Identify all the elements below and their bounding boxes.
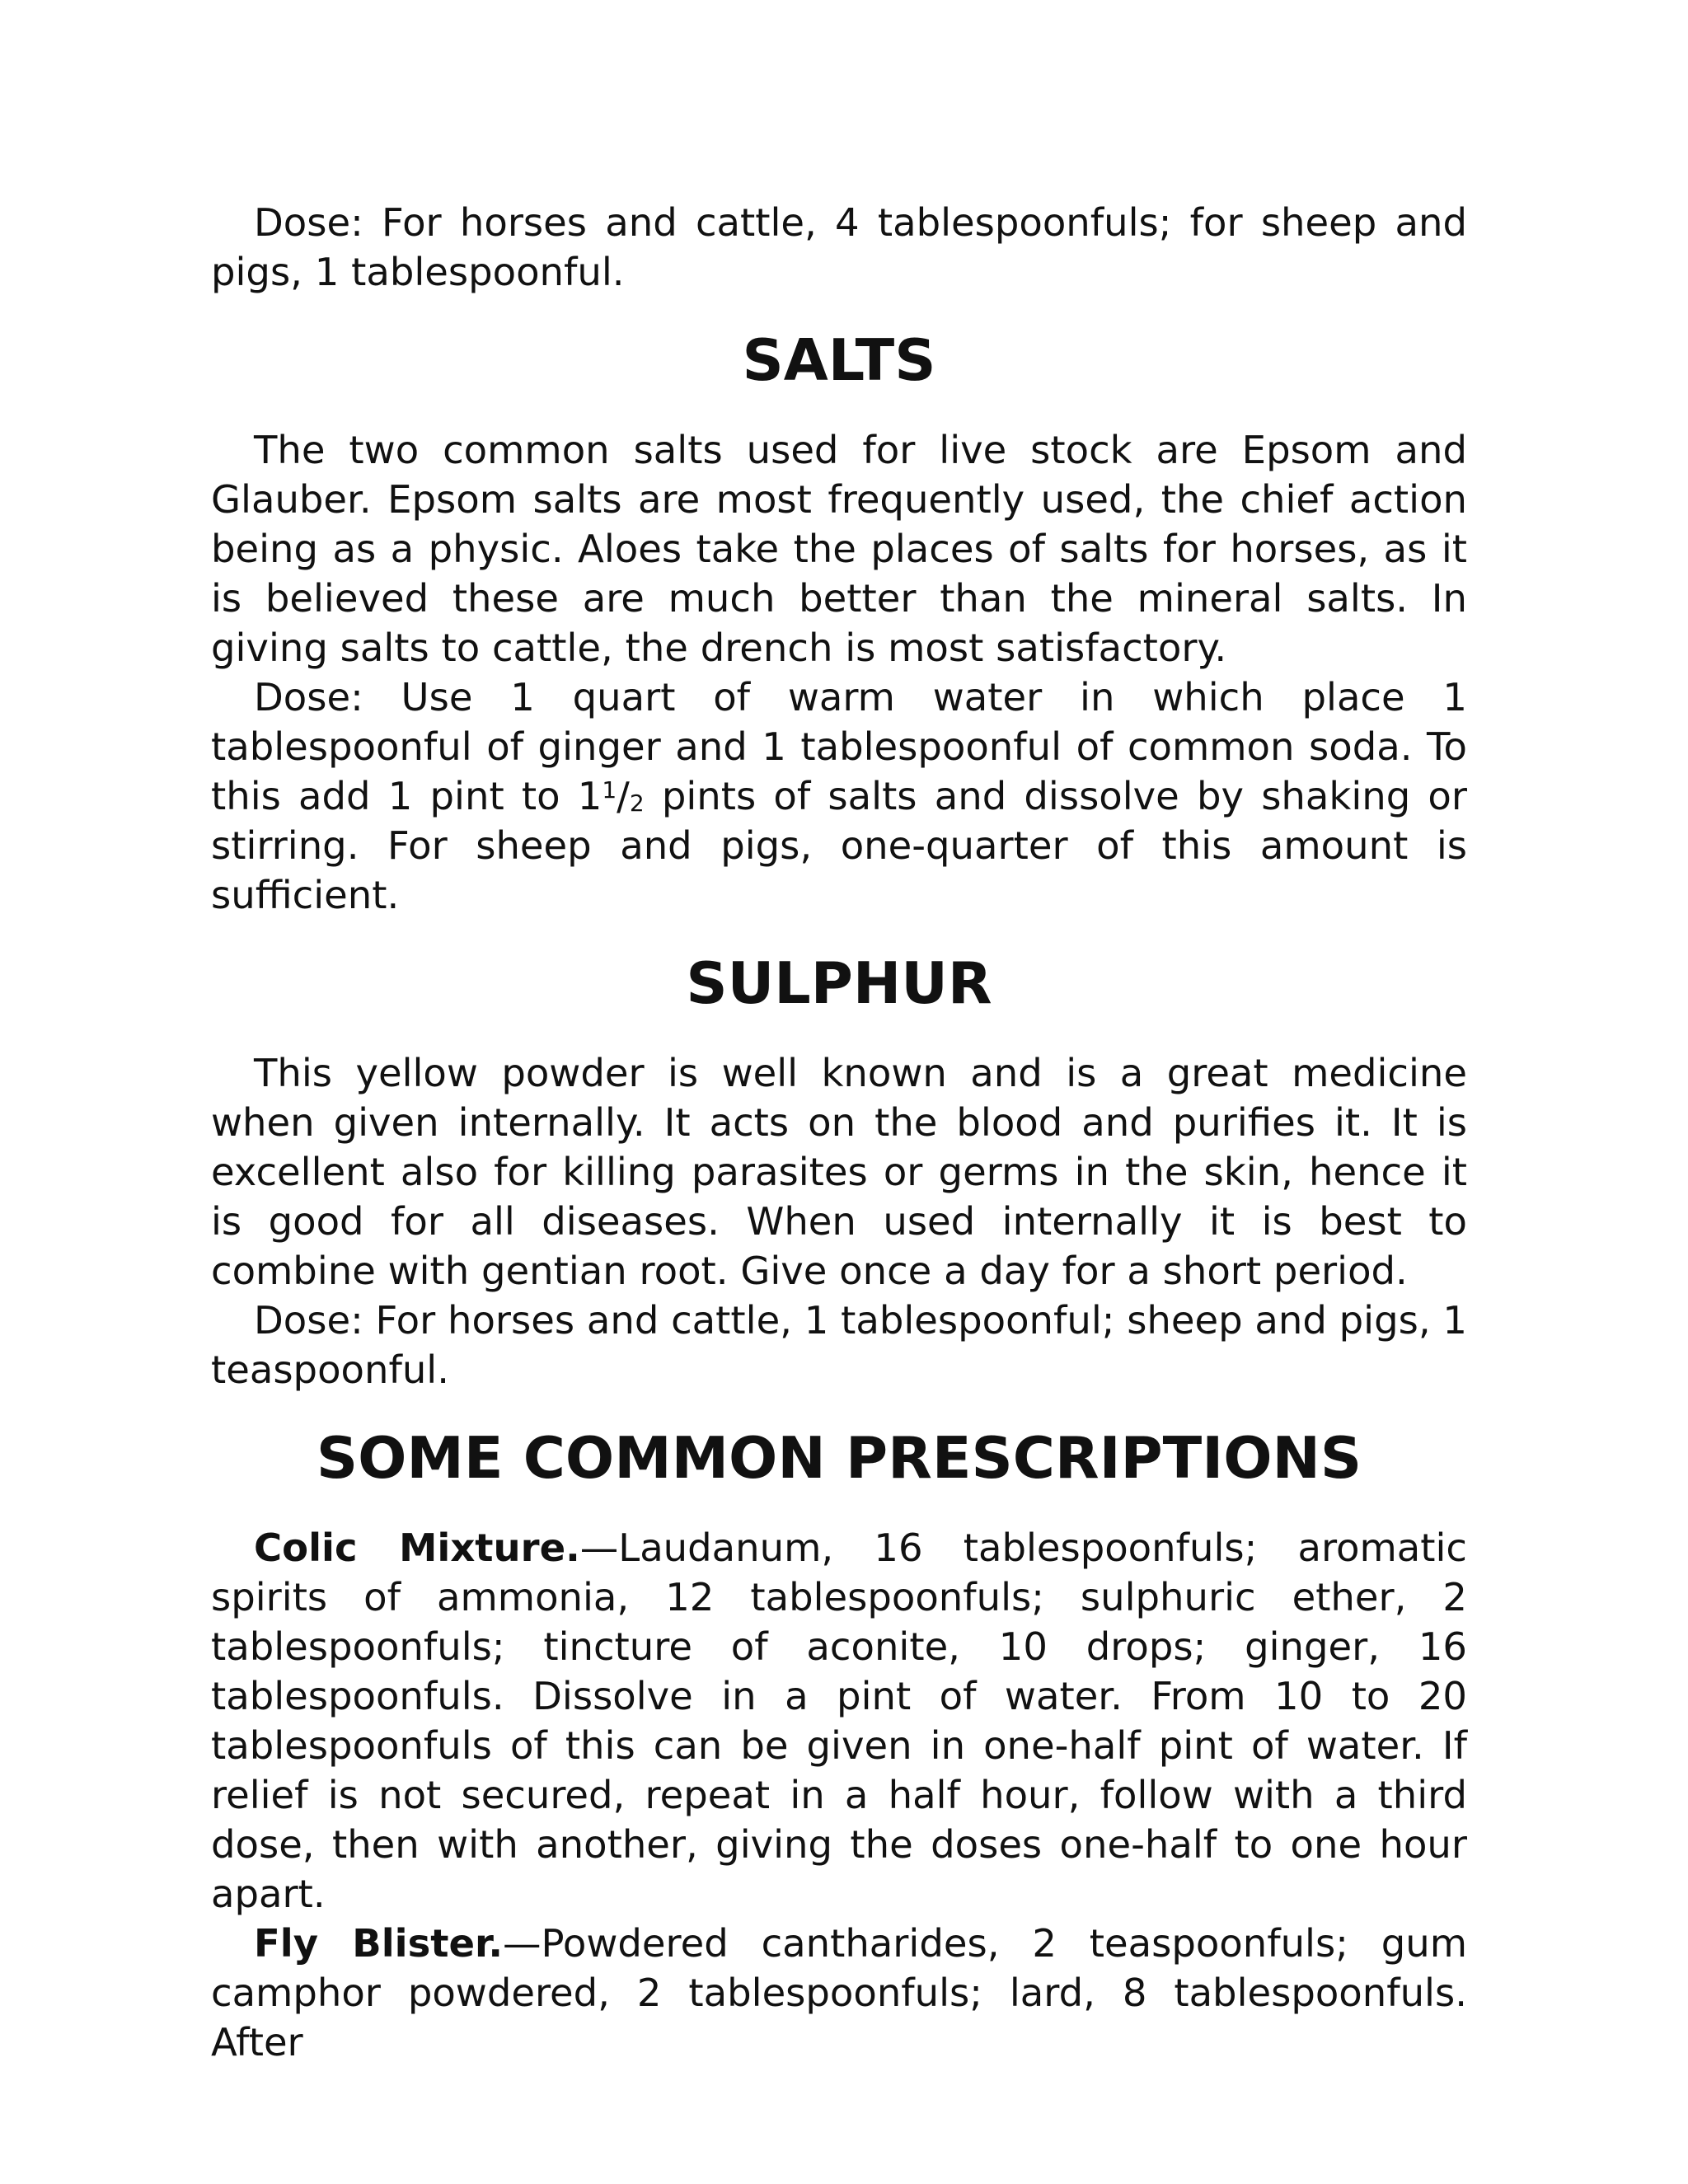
colic-mixture-text: —Laudanum, 16 tablespoonfuls; aromatic spirits of ammonia, 12 tablespoonfuls; sulphuric ether, 2 tablespoonfuls; tincture of aconite, 10 drops; ginger, 16 tablespoonfuls. Dissolve in a pint of water. From 10 to 20 tablespoonfuls of this can be given in one-half pint of water. If relief is not secured, repeat in a half hour, follow with a third dose, then with another, giving the doses one-half to one hour apart. [211,1526,1467,1916]
document-body [211,198,1467,2067]
salts-dose-text-b: pints of salts and dissolve by shaking or stirring. For sheep and pigs, one-quarter of this amount is sufficient. [211,774,1467,917]
sulphur-text: This yellow powder is well known and is a great medicine when given internally. It acts on the blood and purifies it. It is excellent also for killing parasites or germs in the skin, hence it is good for all diseases. When used internally it is best to combine with gentian root. Give once a day for a short period. [211,1051,1467,1293]
dose-text: Dose: For horses and cattle, 4 tablespoonfuls; for sheep and pigs, 1 tablespoonful. [211,200,1467,294]
sulphur-heading: SULPHUR [686,950,992,1017]
salts-heading: SALTS [742,327,936,394]
salts-dose-paragraph [211,673,1467,920]
dose-paragraph-top [211,198,1467,297]
prescriptions-heading: SOME COMMON PRESCRIPTIONS [316,1425,1362,1492]
fly-blister-paragraph [211,1919,1467,2067]
salts-paragraph [211,425,1467,673]
sulphur-paragraph [211,1048,1467,1296]
colic-mixture-lead: Colic Mixture. [254,1526,580,1570]
fraction-numerator: 1 [602,776,617,804]
salts-dose-text-a: Dose: Use 1 quart of warm water in which place 1 tablespoonful of ginger and 1 tablespoonful of common soda. To this add 1 pint to 1 [211,675,1467,818]
fly-blister-lead: Fly Blister. [254,1921,504,1966]
fraction-denominator: 2 [629,790,645,817]
sulphur-dose-paragraph [211,1296,1467,1394]
fraction-slash: / [617,774,630,818]
sulphur-dose-text: Dose: For horses and cattle, 1 tablespoonful; sheep and pigs, 1 teaspoonful. [211,1298,1467,1392]
salts-text: The two common salts used for live stock are Epsom and Glauber. Epsom salts are most frequently used, the chief action being as a physic. Aloes take the places of salts for horses, as it is believed these are much better than the mineral salts. In giving salts to cattle, the drench is most satisfactory. [211,428,1467,670]
fly-blister-text: —Powdered cantharides, 2 teaspoonfuls; gum camphor powdered, 2 tablespoonfuls; lard, 8 tablespoonfuls. After [211,1921,1467,2064]
colic-mixture-paragraph [211,1523,1467,1919]
